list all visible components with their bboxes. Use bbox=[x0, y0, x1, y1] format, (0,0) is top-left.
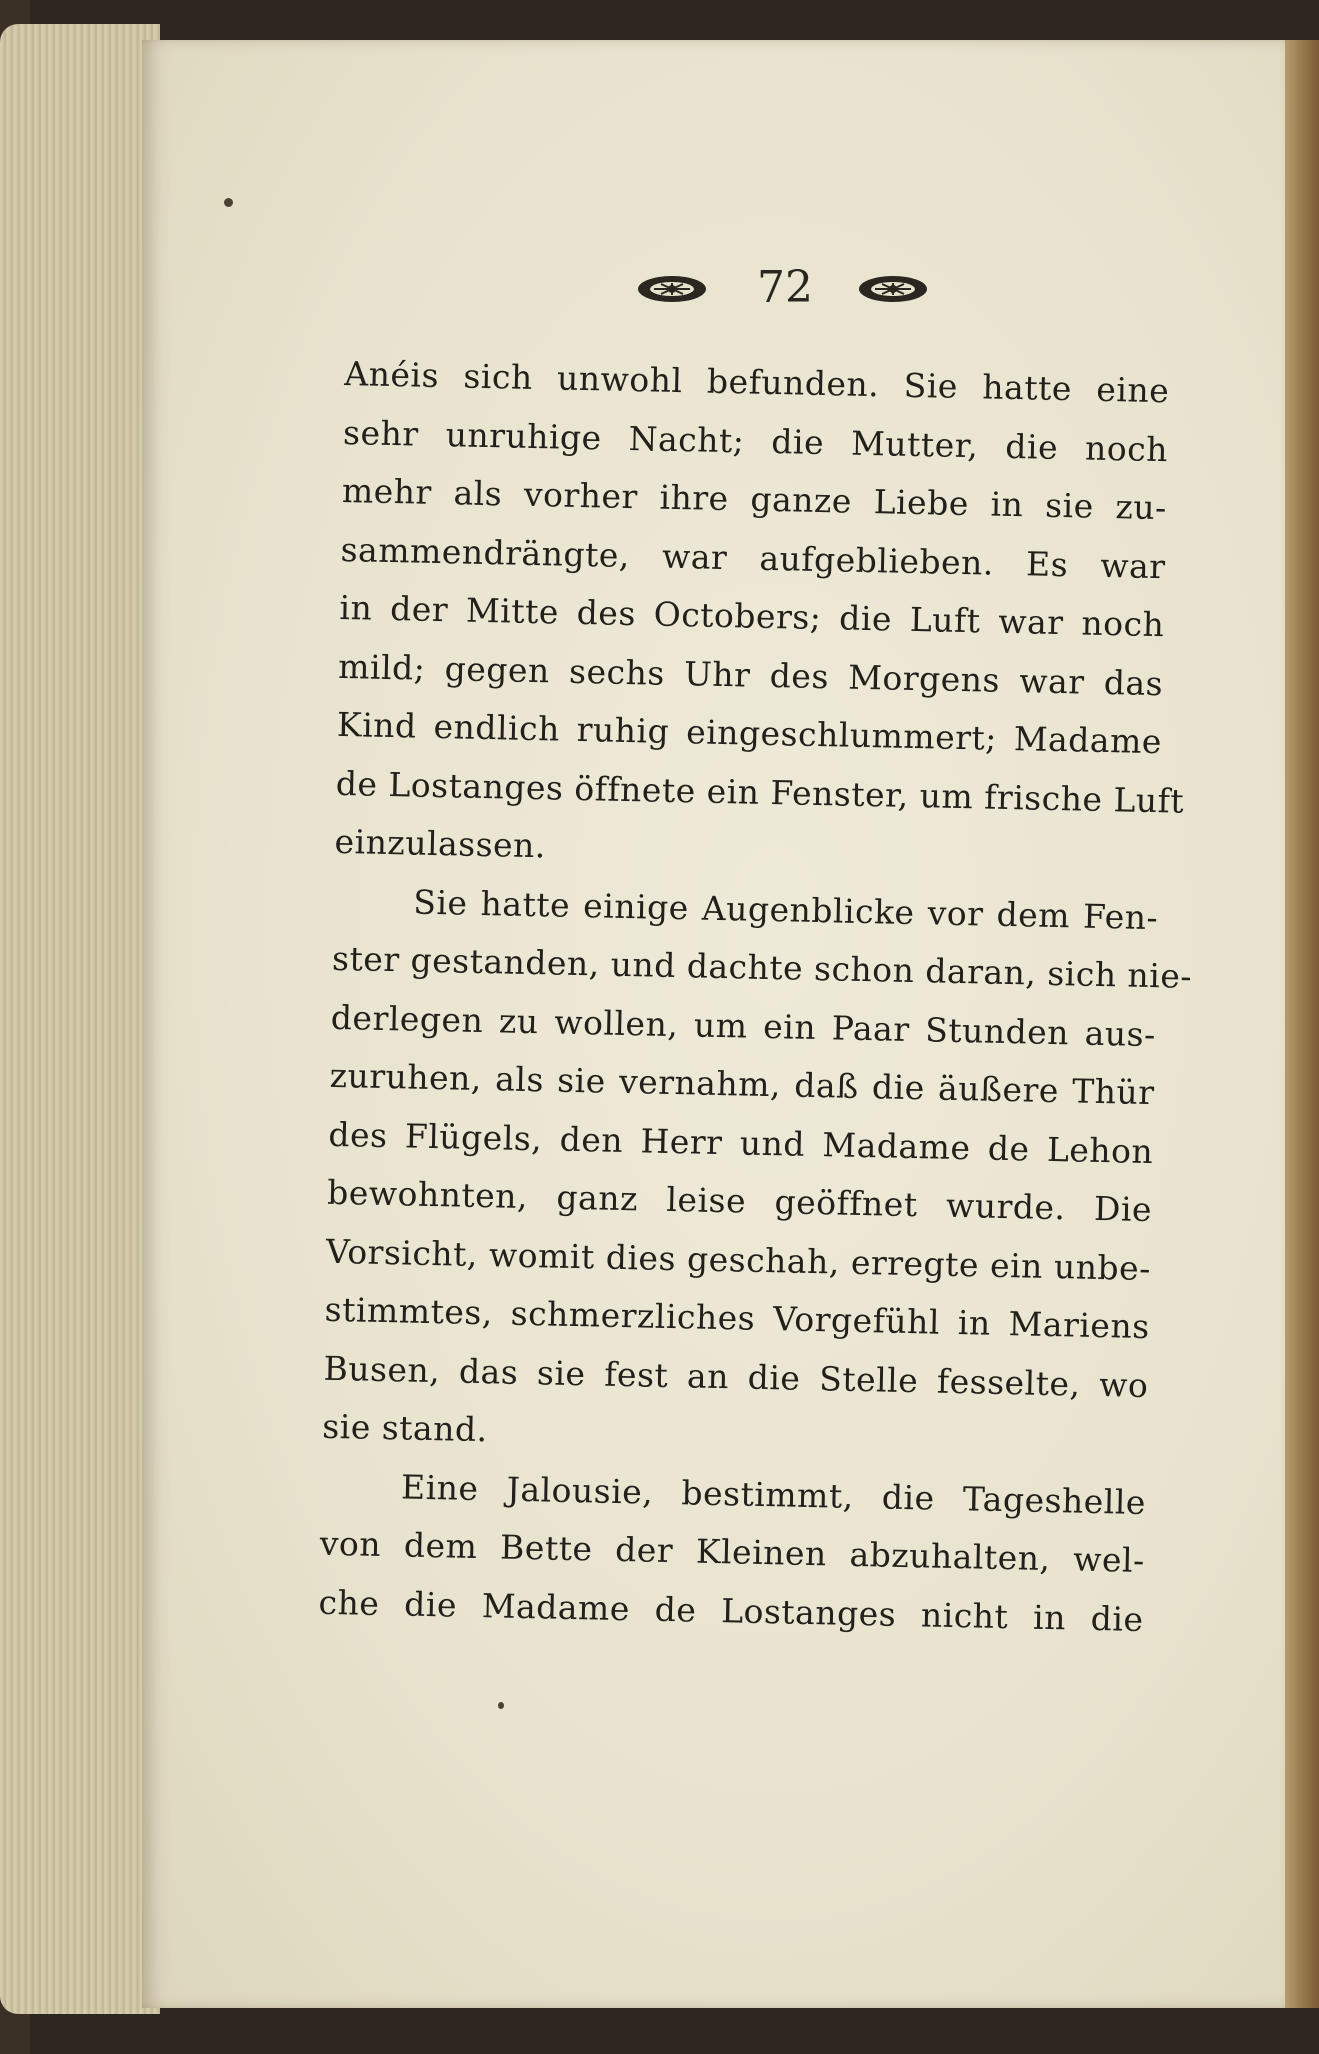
body-text bbox=[318, 345, 1193, 1649]
text-line: in der Mitte des Octobers; die Luft war noch bbox=[339, 587, 1165, 645]
leaf-ornament-icon bbox=[636, 272, 708, 306]
paragraph bbox=[334, 345, 1185, 889]
text-line: Vorsicht, womit dies geschah, erregte ein unbe- bbox=[325, 1231, 1152, 1288]
text-line: mild; gegen sechs Uhr des Morgens war das bbox=[337, 646, 1164, 703]
text-line: stimmtes, schmerzliches Vorgefühl in Mariens bbox=[324, 1289, 1151, 1347]
binding-edge bbox=[1285, 40, 1319, 2008]
text-line: Anéis sich unwohl befunden. Sie hatte eine bbox=[343, 353, 1170, 411]
text-line: che die Madame de Lostanges nicht in die bbox=[318, 1582, 1144, 1639]
ink-speck bbox=[224, 198, 233, 207]
ink-speck bbox=[498, 1702, 504, 1709]
text-line: bewohnten, ganz leise geöffnet wurde. Die bbox=[326, 1172, 1153, 1230]
text-line: sie stand. bbox=[321, 1406, 488, 1450]
text-line: sammendrängte, war aufgeblieben. Es war bbox=[340, 529, 1166, 586]
text-line: Kind endlich ruhig eingeschlummert; Madame bbox=[336, 704, 1163, 762]
text-line: ster gestanden, und dachte schon daran, sich nie- bbox=[331, 938, 1193, 996]
text-line: Sie hatte einige Augenblicke vor dem Fen- bbox=[412, 882, 1159, 937]
text-line: sehr unruhige Nacht; die Mutter, die noch bbox=[342, 412, 1169, 469]
paragraph bbox=[318, 1456, 1146, 1649]
text-line: mehr als vorher ihre ganze Liebe in sie zu- bbox=[341, 470, 1168, 528]
text-line: de Lostanges öffnete ein Fenster, um frische Luft bbox=[335, 763, 1185, 821]
text-line: von dem Bette der Kleinen abzuhalten, wel- bbox=[319, 1523, 1146, 1581]
page-header bbox=[0, 262, 1319, 322]
page-number: 72 bbox=[757, 262, 813, 313]
text-line: derlegen zu wollen, um ein Paar Stunden aus- bbox=[330, 997, 1157, 1054]
page-stack-edge bbox=[0, 24, 160, 2014]
text-line: Busen, das sie fest an die Stelle fesselte, wo bbox=[323, 1348, 1149, 1405]
text-line: des Flügels, den Herr und Madame de Lehon bbox=[328, 1114, 1154, 1171]
text-line: einzulassen. bbox=[334, 821, 547, 866]
text-line: zuruhen, als sie vernahm, daß die äußere Thür bbox=[329, 1055, 1155, 1113]
text-line: Eine Jalousie, bestimmt, die Tageshelle bbox=[400, 1466, 1147, 1522]
leaf-ornament-icon bbox=[857, 272, 929, 306]
paragraph bbox=[321, 871, 1193, 1473]
